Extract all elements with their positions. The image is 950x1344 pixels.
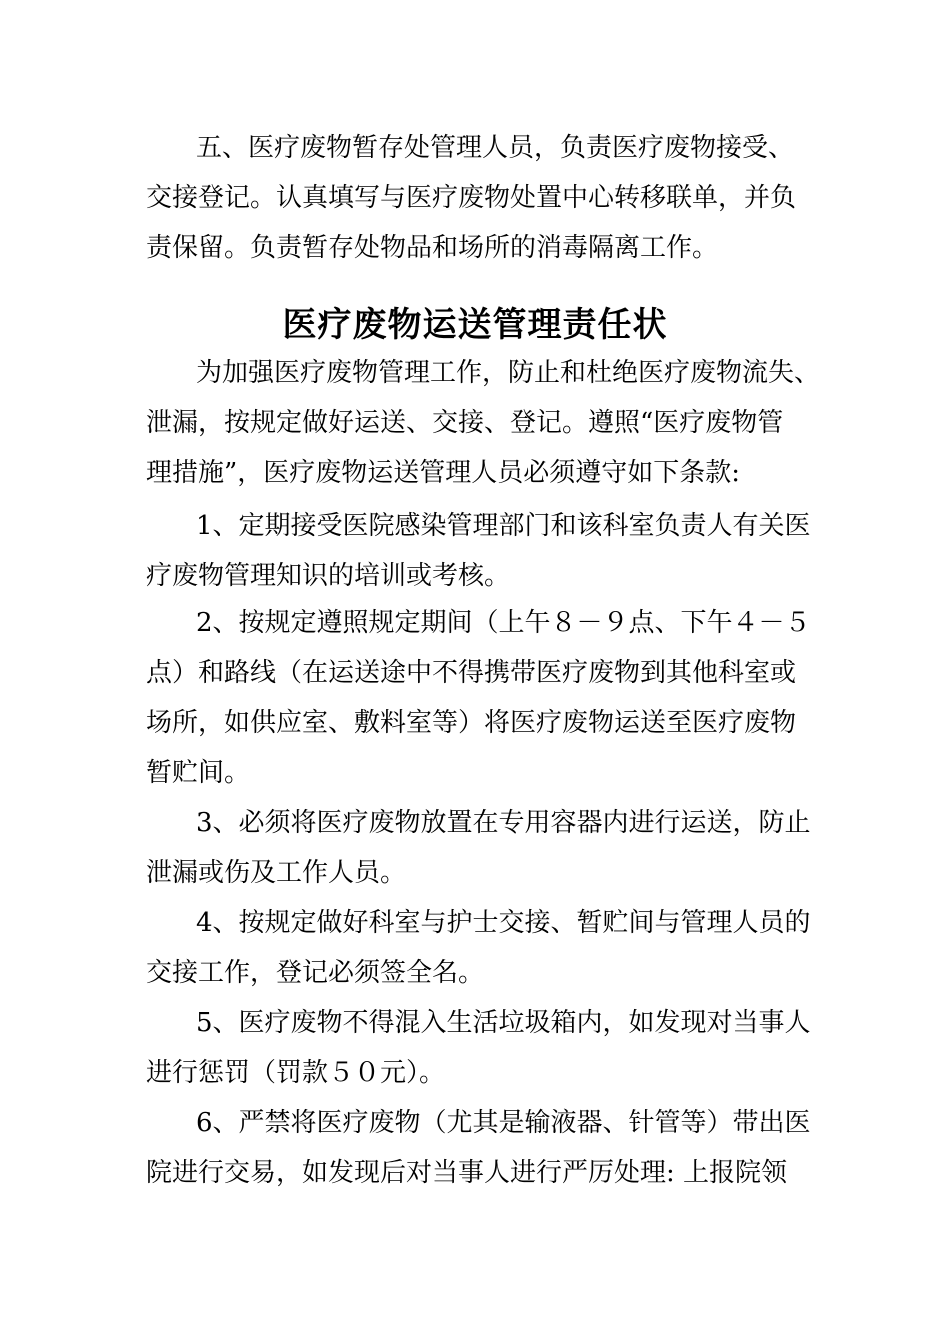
document-title: 医疗废物运送管理责任状 [282,305,668,345]
para-6-line-2: 院进行交易，如发现后对当事人进行严厉处理: 上报院领 [146,1158,788,1188]
para-5-line-1: 5、医疗废物不得混入生活垃圾箱内，如发现对当事人 [196,1008,811,1038]
para-1-line-1: 1、定期接受医院感染管理部门和该科室负责人有关医 [196,511,811,541]
para-2-line-1: 2、按规定遵照规定期间（上午８－９点、下午４－５ [196,608,811,638]
para-4-line-1: 4、按规定做好科室与护士交接、暂贮间与管理人员的 [196,908,811,938]
para-2-line-2: 点）和路线（在运送途中不得携带医疗废物到其他科室或 [146,658,797,688]
para-4-line-2: 交接工作，登记必须签全名。 [146,958,485,988]
para-5-line-2: 进行惩罚（罚款５０元）。 [146,1058,446,1088]
para-0-line-1: 为加强医疗废物管理工作，防止和杜绝医疗废物流失、 [196,358,821,388]
para-0-line-2: 泄漏，按规定做好运送、交接、登记。遵照“医疗废物管 [146,408,784,438]
para-3-line-2: 泄漏或伤及工作人员。 [146,858,407,888]
intro-line-1: 五、医疗废物暂存处管理人员，负责医疗废物接受、 [196,133,795,163]
para-0-line-3: 理措施”，医疗废物运送管理人员必须遵守如下条款: [146,458,741,488]
para-2-line-3: 场所，如供应室、敷料室等）将医疗废物运送至医疗废物 [146,708,797,738]
para-1-line-2: 疗废物管理知识的培训或考核。 [146,561,511,591]
intro-line-3: 责保留。负责暂存处物品和场所的消毒隔离工作。 [146,233,719,263]
para-2-line-4: 暂贮间。 [146,758,251,788]
para-3-line-1: 3、必须将医疗废物放置在专用容器内进行运送，防止 [196,808,811,838]
para-6-line-1: 6、严禁将医疗废物（尤其是输液器、针管等）带出医 [196,1108,811,1138]
intro-line-2: 交接登记。认真填写与医疗废物处置中心转移联单，并负 [146,183,797,213]
